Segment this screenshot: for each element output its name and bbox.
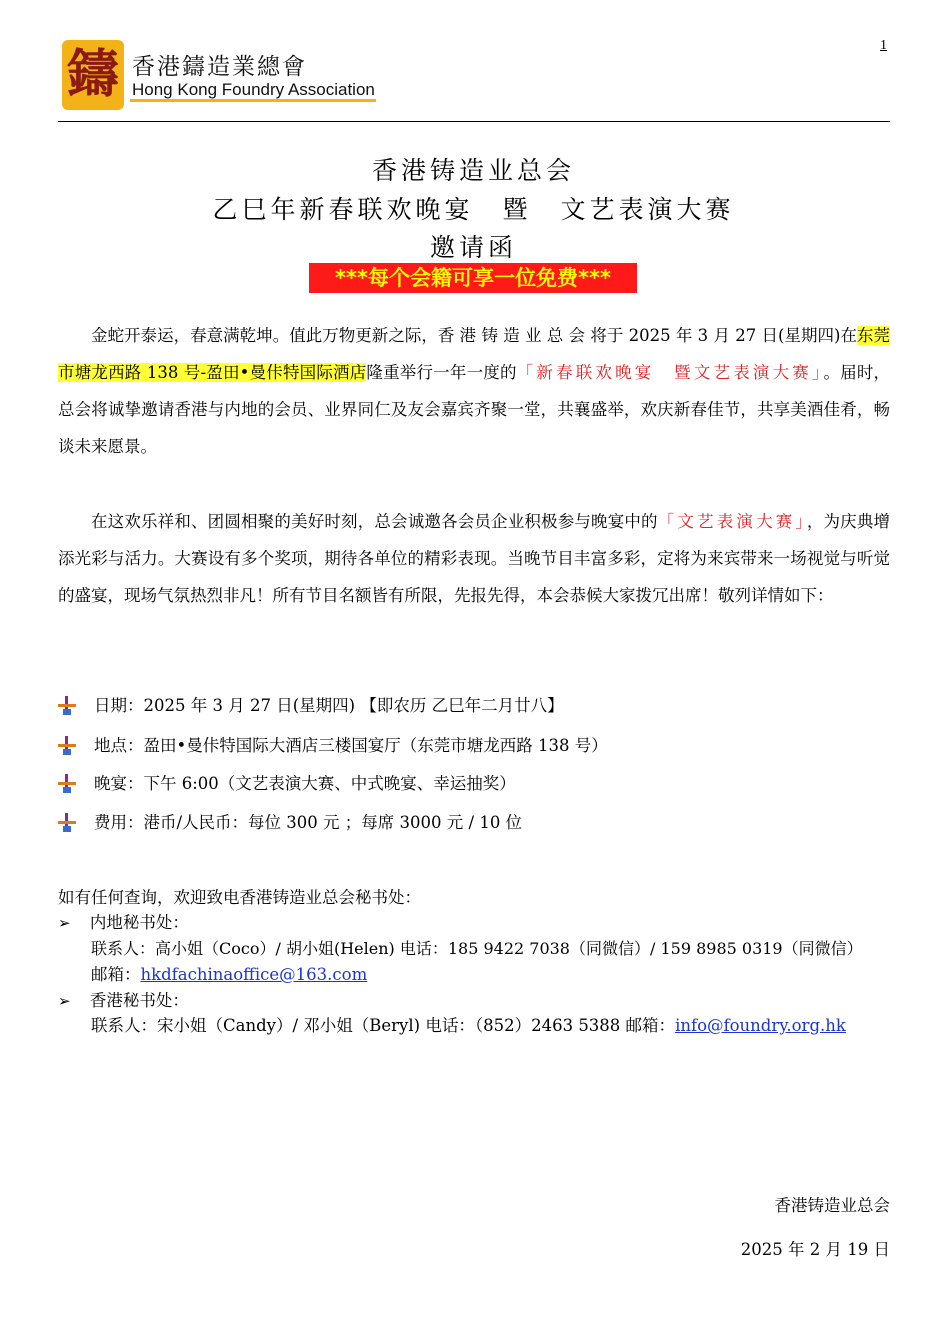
mainland-email-label: 邮箱： (91, 965, 141, 984)
event-name-red: 「新春联欢晚宴 暨文艺表演大赛」 (516, 363, 824, 382)
arrow-bullet-icon: ➢ (58, 914, 71, 932)
detail-fee (58, 811, 522, 835)
page-number: 1 (880, 38, 887, 53)
hongkong-contact-row (91, 1013, 846, 1039)
contest-text-1: 在这欢乐祥和、团圆相聚的美好时刻，总会诚邀各会员企业积极参与晚宴中的 (91, 512, 658, 531)
title-invitation: 邀请函 (429, 233, 517, 262)
hongkong-contact-line: 联系人：宋小姐（Candy）/ 邓小姐（Beryl) 电话：（852）2463 5388 邮箱： (91, 1016, 676, 1035)
venue-highlight: 东莞市塘龙西路 138 号-盈田•曼佧特国际酒店 (58, 326, 891, 382)
detail-venue (58, 734, 608, 758)
intro-text-1: 金蛇开泰运，春意满乾坤。值此万物更新之际，香 港 铸 造 业 总 会 将于 2025 年 3 月 27 日(星期四)在 (91, 326, 857, 345)
intro-paragraph (58, 317, 890, 465)
free-membership-banner: ***每个会籍可享一位免费*** (309, 263, 637, 293)
intro-text-3: 。届时，总会将诚挚邀请香港与内地的会员、业界同仁及友会嘉宾齐聚一堂，共襄盛举，欢庆新春佳节，共享美酒佳肴，畅谈未来愿景。 (58, 363, 891, 456)
detail-time-text: 晚宴：下午 6:00（文艺表演大赛、中式晚宴、幸运抽奖） (94, 774, 516, 793)
arrow-bullet-icon: ➢ (58, 992, 71, 1010)
logo-character: 鑄 (66, 44, 119, 105)
detail-date (58, 694, 564, 718)
contest-text-2: ，为庆典增添光彩与活力。大赛设有多个奖项，期待各单位的精彩表现。当晚节目丰富多彩，定将为来宾带来一场视觉与听觉的盛宴，现场气氛热烈非凡！所有节目名额皆有所限，先报先得，本会恭候大家拨冗出席！敬列详情如下： (58, 512, 891, 605)
detail-fee-text: 费用：港币/人民币：每位 300 元 ；每席 3000 元 / 10 位 (94, 813, 523, 832)
mainland-heading-row (58, 910, 189, 936)
contact-intro: 如有任何查询，欢迎致电香港铸造业总会秘书处： (58, 888, 421, 907)
detail-time (58, 772, 516, 796)
org-name-english: Hong Kong Foundry Association (132, 80, 375, 99)
title-event: 乙巳年新春联欢晚宴 暨 文艺表演大赛 (212, 195, 735, 224)
logo-emblem (62, 40, 124, 110)
bullet-icon (58, 773, 80, 795)
contest-name-red: 「文艺表演大赛」 (657, 512, 807, 531)
mainland-office-heading: 内地秘书处： (89, 913, 189, 932)
detail-date-text: 日期：2025 年 3 月 27 日(星期四) 【即农历 乙巳年二月廿八】 (94, 696, 564, 715)
org-name-chinese: 香港鑄造業總會 (132, 54, 307, 80)
hongkong-office-heading: 香港秘书处： (89, 991, 189, 1010)
mainland-contact-line: 联系人：高小姐（Coco）/ 胡小姐(Helen) 电话：185 9422 7038（同微信）/ 159 8985 0319（同微信） (91, 939, 863, 958)
hongkong-heading-row (58, 988, 189, 1014)
detail-venue-text: 地点：盈田•曼佧特国际大酒店三楼国宴厅（东莞市塘龙西路 138 号） (94, 736, 608, 755)
title-organization: 香港铸造业总会 (371, 156, 575, 185)
signature-organization: 香港铸造业总会 (774, 1196, 890, 1215)
mainland-email-link[interactable]: hkdfachinaoffice@163.com (140, 965, 368, 984)
bullet-icon (58, 812, 80, 834)
bullet-icon (58, 695, 80, 717)
contest-paragraph (58, 503, 890, 614)
mainland-email-row (91, 962, 367, 988)
bullet-icon (58, 735, 80, 757)
header-divider (58, 121, 890, 122)
signature-date: 2025 年 2 月 19 日 (740, 1240, 890, 1259)
intro-text-2: 隆重举行一年一度的 (366, 363, 517, 382)
hongkong-email-link[interactable]: info@foundry.org.hk (675, 1016, 846, 1035)
logo-underline (130, 99, 376, 102)
